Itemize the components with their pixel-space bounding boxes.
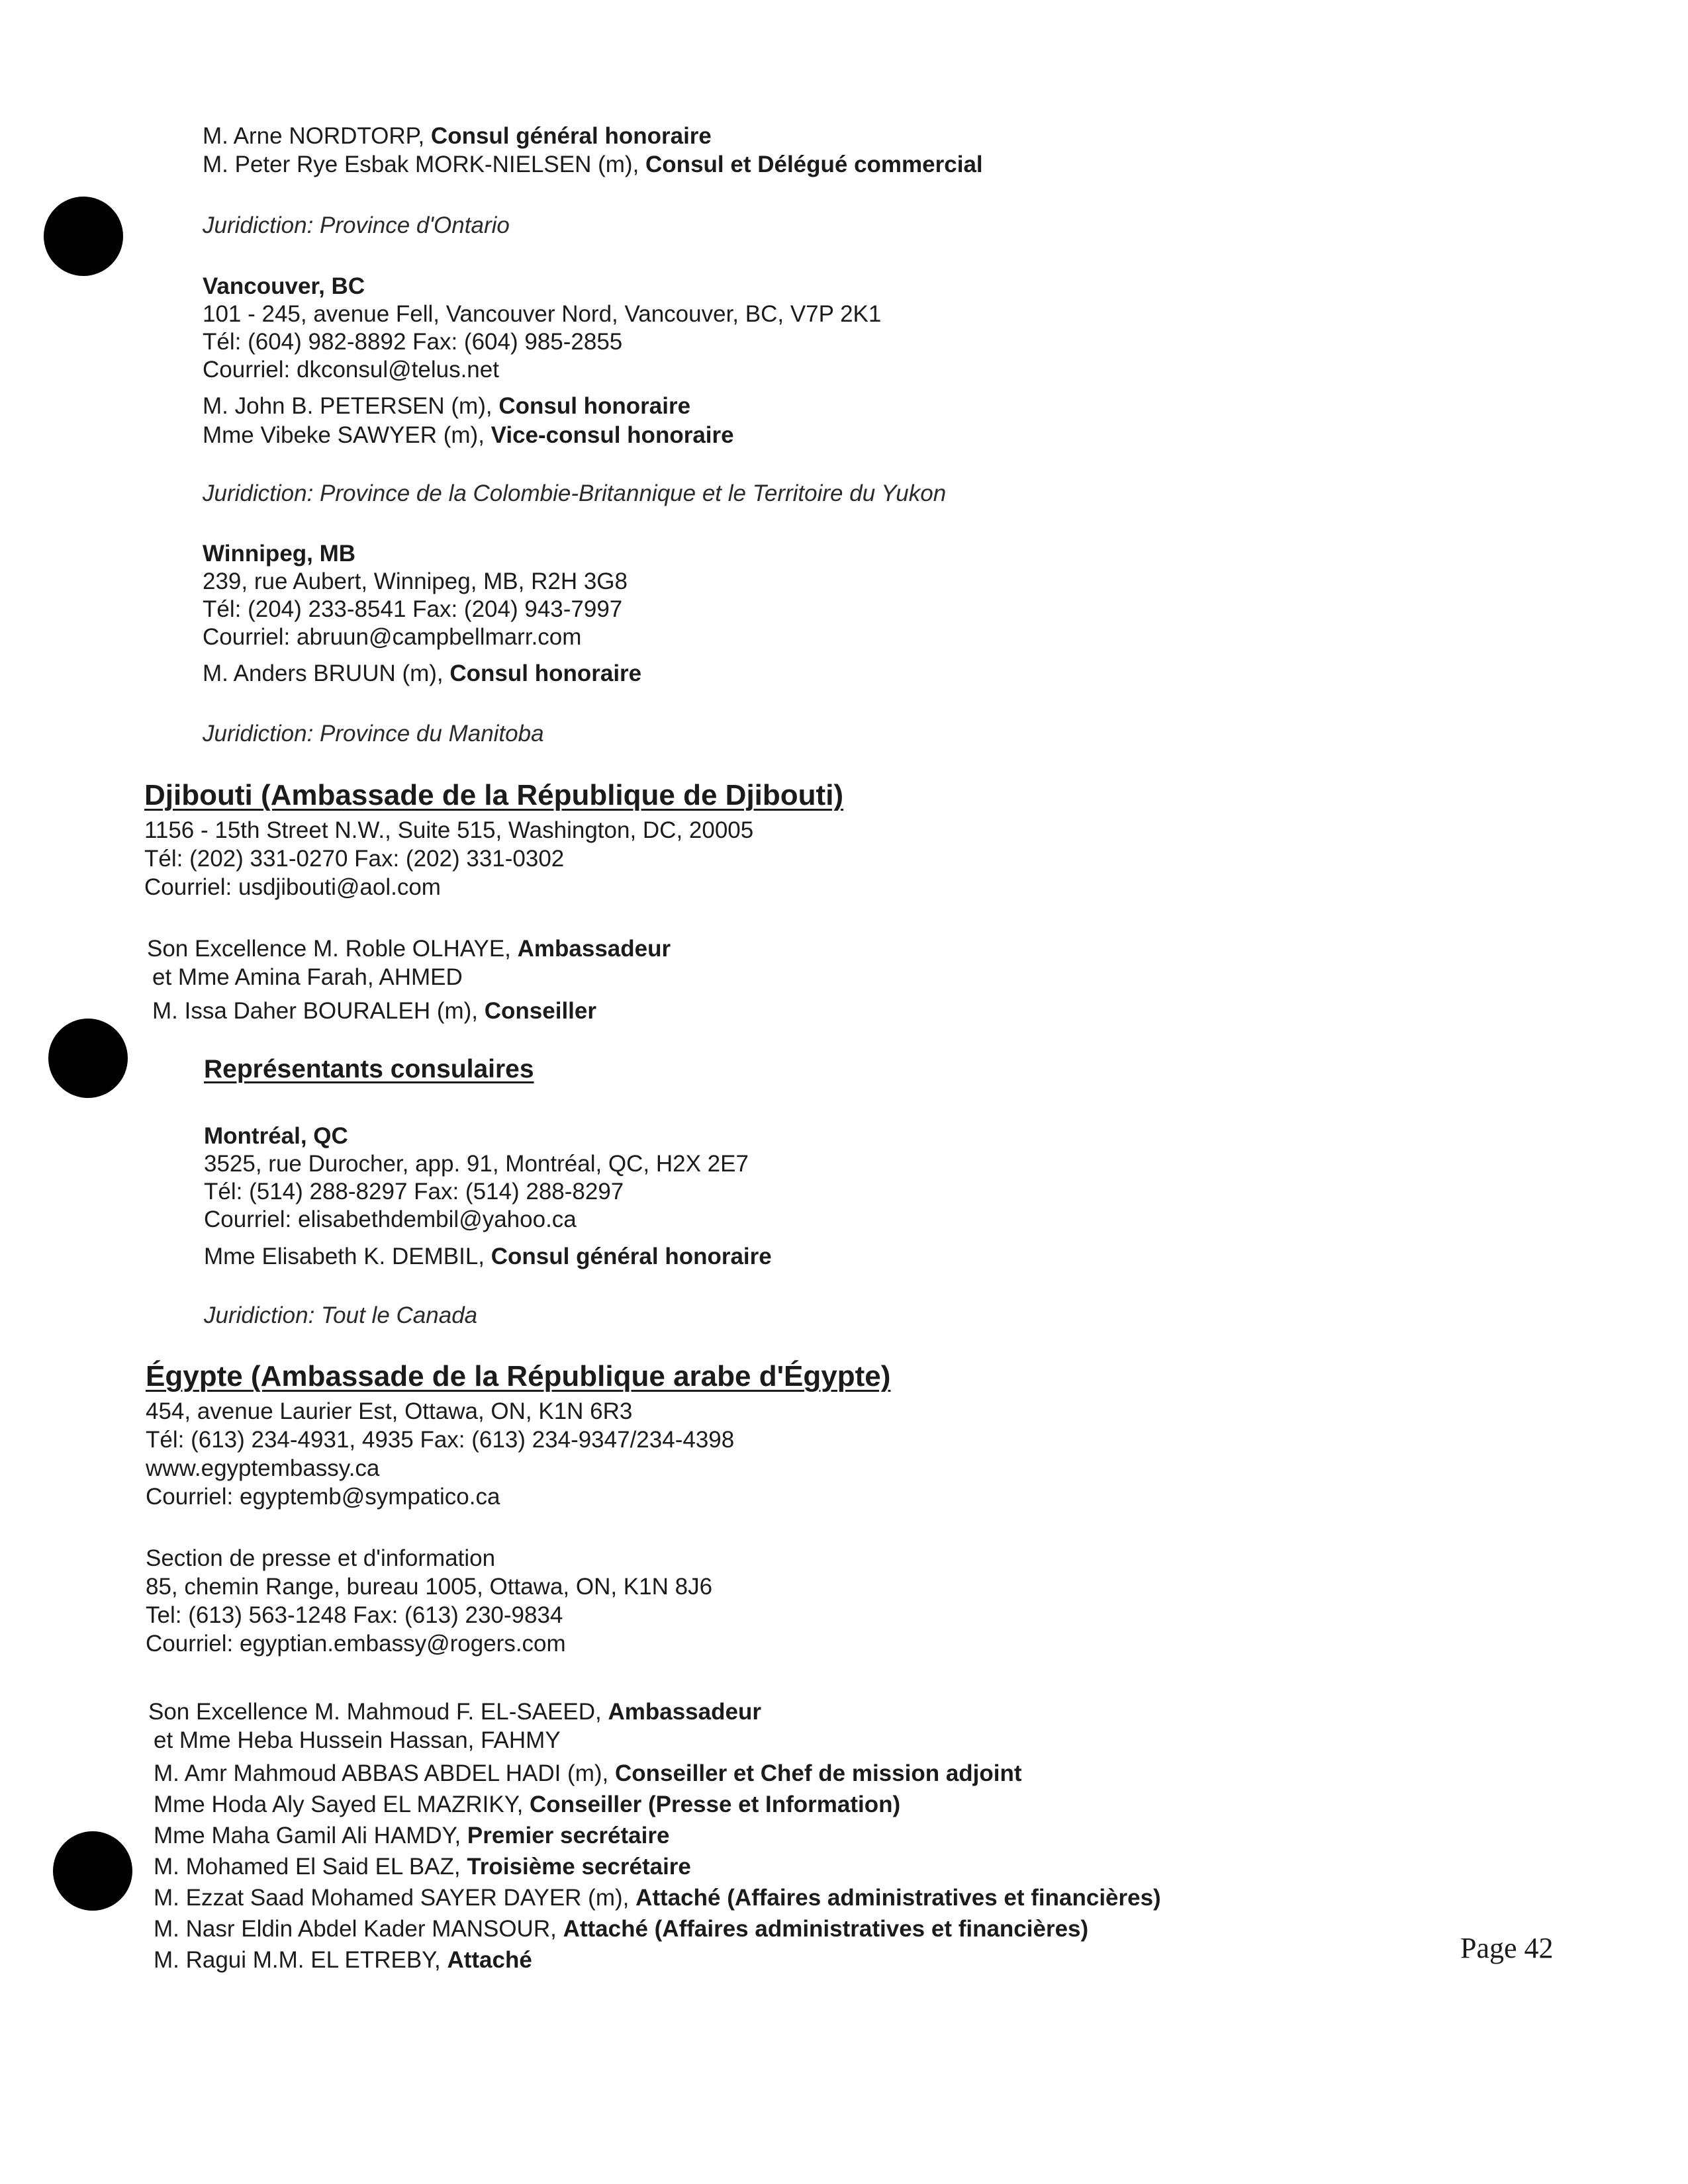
email-text: Courriel: egyptemb@sympatico.ca [146,1484,500,1510]
official-line: M. Mohamed El Said EL BAZ, Troisième secrétaire [154,1854,691,1880]
phone-text: Tél: (514) 288-8297 Fax: (514) 288-8297 [204,1179,624,1205]
official-line: M. Anders BRUUN (m), Consul honoraire [203,660,642,686]
country-heading-djibouti: Djibouti (Ambassade de la République de Djibouti) [144,779,844,811]
phone-text: Tél: (604) 982-8892 Fax: (604) 985-2855 [203,329,623,355]
city-heading: Vancouver, BC [203,273,365,299]
jurisdiction-text: Juridiction: Tout le Canada [204,1302,478,1328]
official-line: M. Ezzat Saad Mohamed SAYER DAYER (m), Attaché (Affaires administratives et financières) [154,1885,1161,1911]
spouse-line: et Mme Amina Farah, AHMED [152,964,463,990]
punch-hole-top [44,197,123,276]
email-text: Courriel: abruun@campbellmarr.com [203,624,582,650]
phone-text: Tel: (613) 563-1248 Fax: (613) 230-9834 [146,1602,563,1628]
address-text: 101 - 245, avenue Fell, Vancouver Nord, Vancouver, BC, V7P 2K1 [203,301,882,327]
official-line: M. Issa Daher BOURALEH (m), Conseiller [152,998,596,1024]
website-text: www.egyptembassy.ca [146,1455,380,1481]
official-line: Mme Vibeke SAWYER (m), Vice-consul honoraire [203,422,734,448]
jurisdiction-text: Juridiction: Province du Manitoba [203,721,544,747]
email-text: Courriel: egyptian.embassy@rogers.com [146,1631,566,1657]
address-text: 454, avenue Laurier Est, Ottawa, ON, K1N 6R3 [146,1398,633,1424]
phone-text: Tél: (613) 234-4931, 4935 Fax: (613) 234-9347/234-4398 [146,1427,735,1453]
email-text: Courriel: elisabethdembil@yahoo.ca [204,1206,577,1232]
official-line: M. Peter Rye Esbak MORK-NIELSEN (m), Consul et Délégué commercial [203,152,983,177]
spouse-line: et Mme Heba Hussein Hassan, FAHMY [154,1727,561,1753]
official-line: M. Amr Mahmoud ABBAS ABDEL HADI (m), Conseiller et Chef de mission adjoint [154,1760,1022,1786]
city-heading: Montréal, QC [204,1123,348,1149]
address-text: 85, chemin Range, bureau 1005, Ottawa, ON, K1N 8J6 [146,1574,713,1600]
email-text: Courriel: usdjibouti@aol.com [144,874,441,900]
phone-text: Tél: (204) 233-8541 Fax: (204) 943-7997 [203,596,623,622]
ambassador-line: Son Excellence M. Roble OLHAYE, Ambassadeur [147,936,671,962]
jurisdiction-text: Juridiction: Province de la Colombie-Britannique et le Territoire du Yukon [203,480,947,506]
punch-hole-bottom [53,1831,132,1911]
country-heading-egypt: Égypte (Ambassade de la République arabe d'Égypte) [146,1360,891,1392]
jurisdiction-text: Juridiction: Province d'Ontario [203,212,510,238]
ambassador-line: Son Excellence M. Mahmoud F. EL-SAEED, Ambassadeur [148,1699,761,1725]
consular-heading: Représentants consulaires [204,1055,534,1083]
official-line: M. Ragui M.M. EL ETREBY, Attaché [154,1947,532,1973]
official-line: M. Arne NORDTORP, Consul général honoraire [203,123,712,149]
official-line: M. Nasr Eldin Abdel Kader MANSOUR, Attaché (Affaires administratives et financières) [154,1916,1089,1942]
address-text: 3525, rue Durocher, app. 91, Montréal, QC, H2X 2E7 [204,1151,749,1177]
address-text: 239, rue Aubert, Winnipeg, MB, R2H 3G8 [203,569,628,594]
official-line: M. John B. PETERSEN (m), Consul honoraire [203,393,691,419]
page-number: Page 42 [1460,1932,1554,1964]
punch-hole-middle [48,1019,128,1098]
phone-text: Tél: (202) 331-0270 Fax: (202) 331-0302 [144,846,565,872]
official-line: Mme Hoda Aly Sayed EL MAZRIKY, Conseiller (Presse et Information) [154,1792,901,1817]
address-text: 1156 - 15th Street N.W., Suite 515, Washington, DC, 20005 [144,817,754,843]
official-line: Mme Maha Gamil Ali HAMDY, Premier secrétaire [154,1823,670,1848]
city-heading: Winnipeg, MB [203,541,356,567]
official-line: Mme Elisabeth K. DEMBIL, Consul général honoraire [204,1244,772,1269]
press-section-title: Section de presse et d'information [146,1545,496,1571]
email-text: Courriel: dkconsul@telus.net [203,357,499,383]
